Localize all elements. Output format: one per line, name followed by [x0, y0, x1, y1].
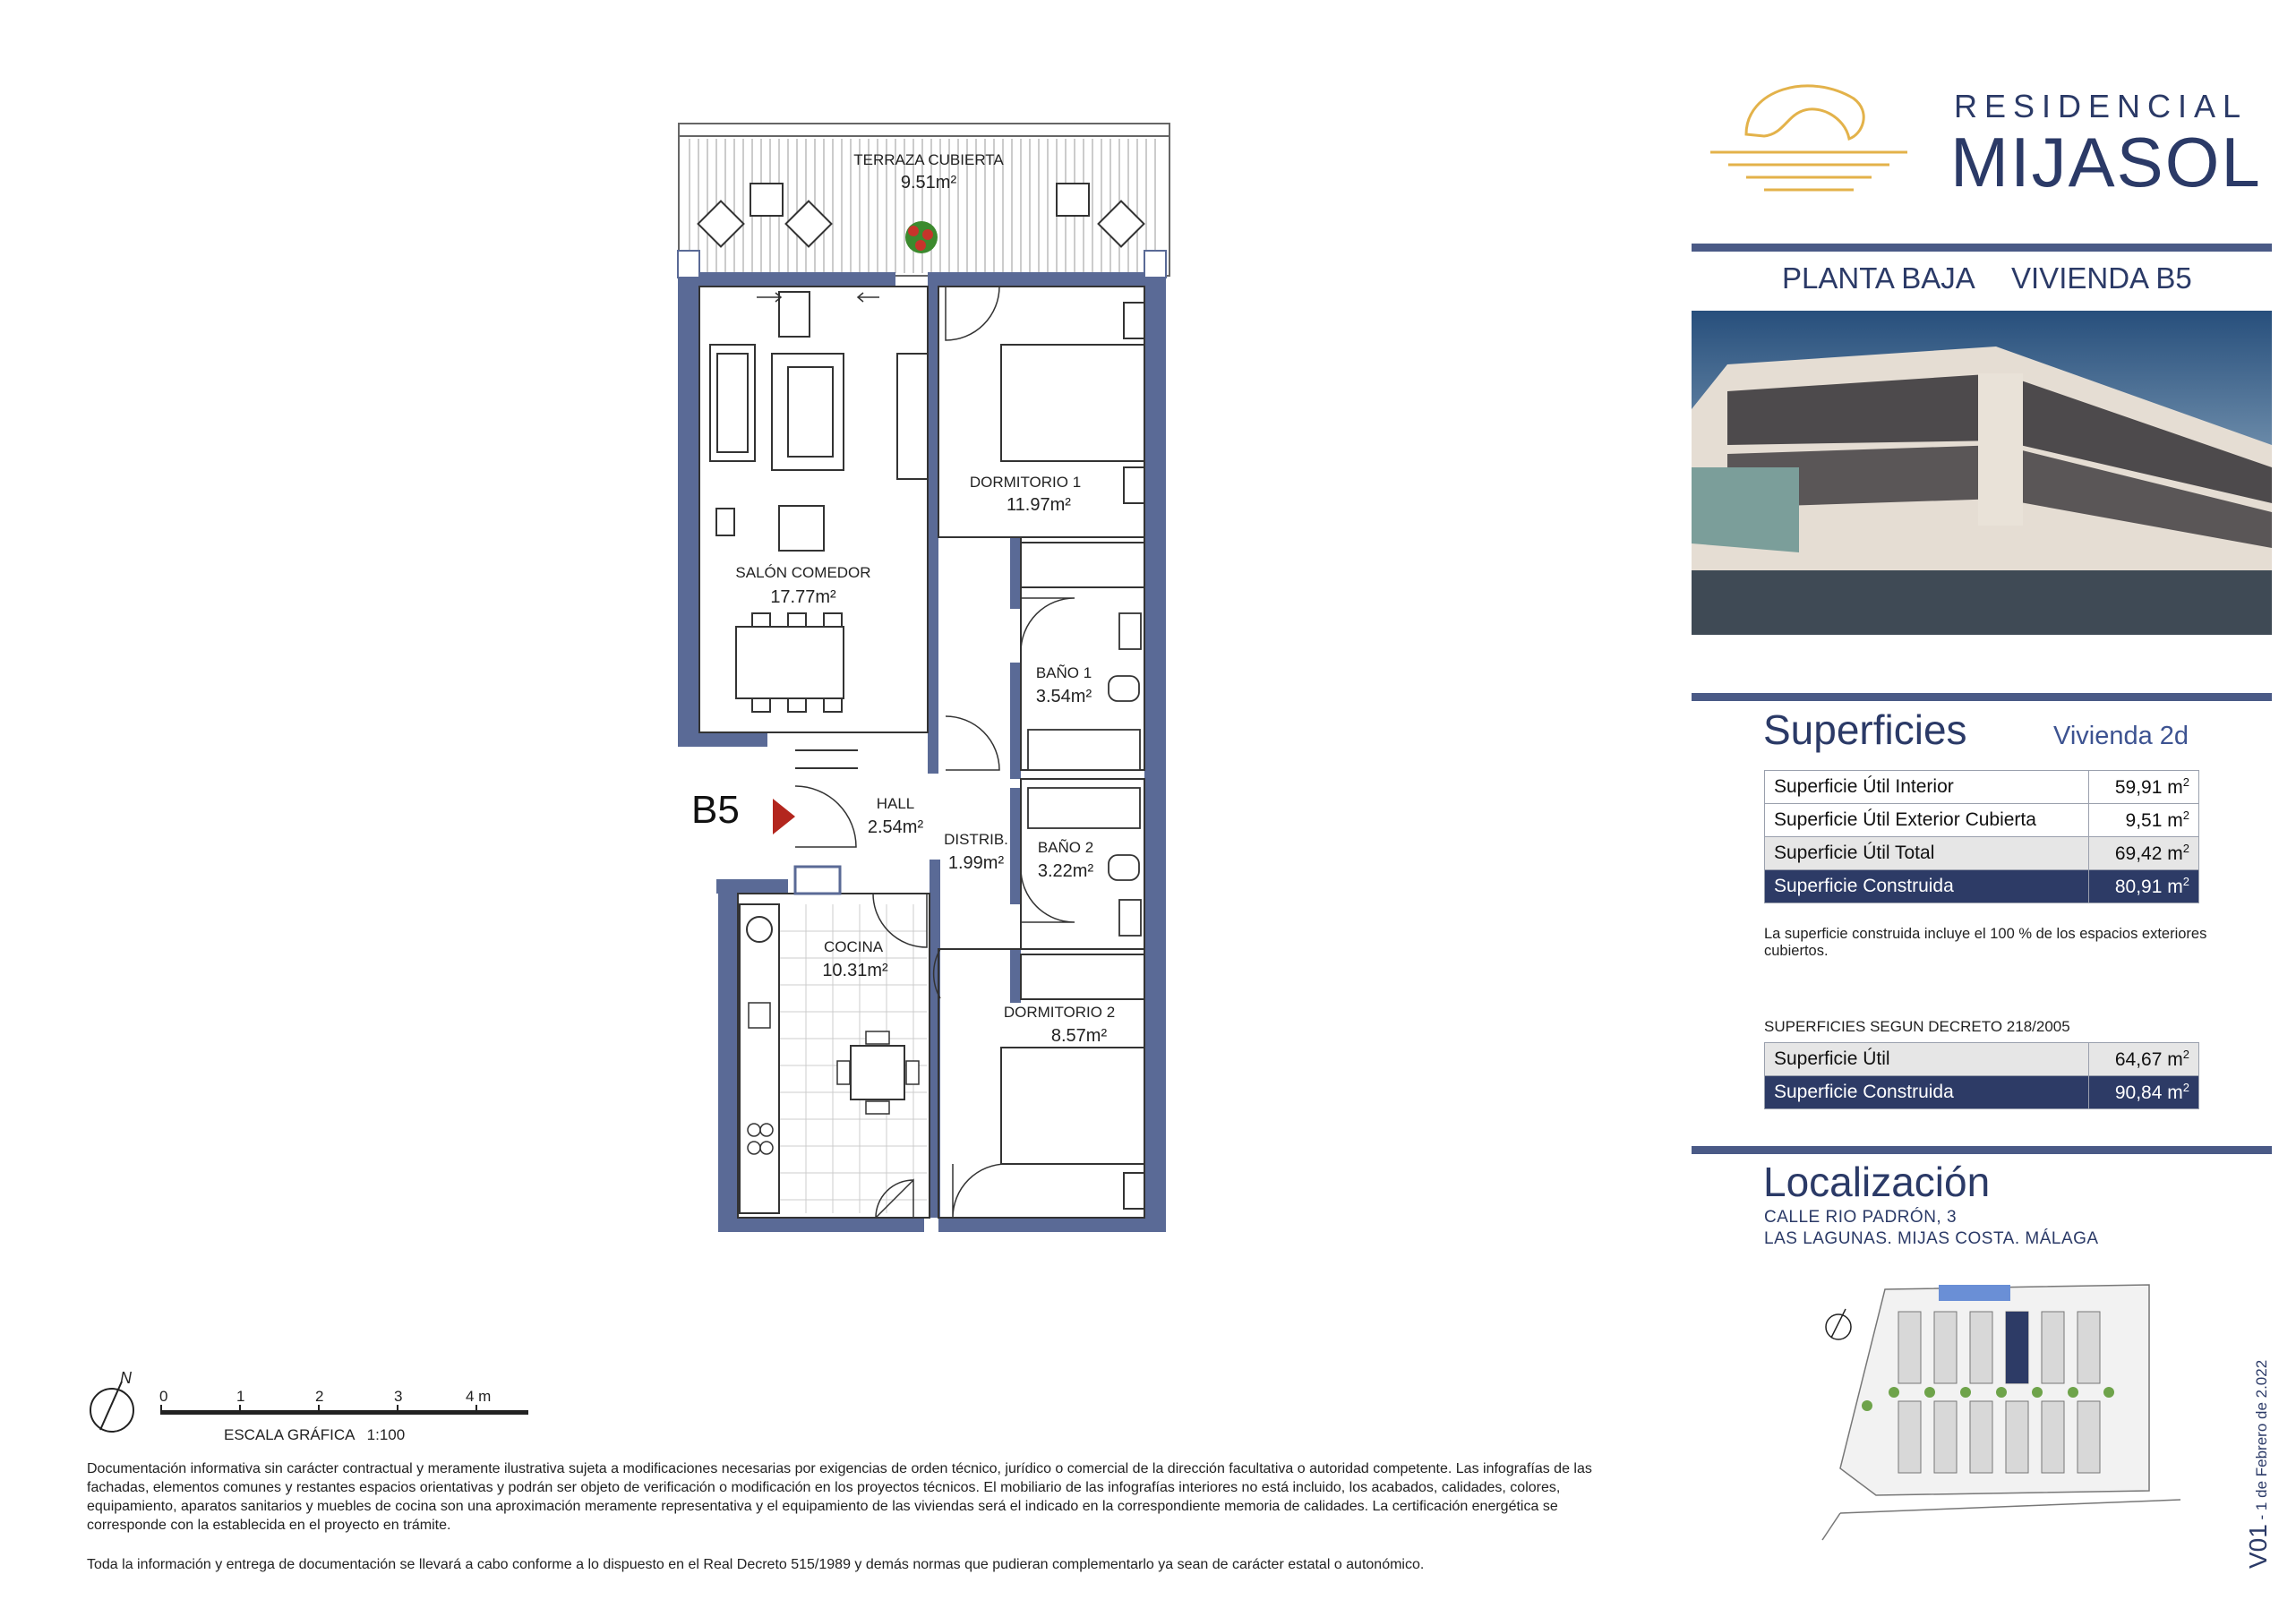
site-map — [1813, 1271, 2189, 1549]
table-row — [1765, 837, 2199, 870]
room-area-bano2: 3.22m² — [1037, 861, 1094, 881]
superficies-note: La superficie construida incluye el 100 % de los espacios exteriores cubiertos. — [1764, 926, 2207, 959]
unit-highlight — [2006, 1312, 2028, 1383]
scale-tick-3: 3 — [394, 1388, 403, 1405]
version-code: V01 — [2244, 1524, 2272, 1569]
row-value: 90,84 — [2114, 1082, 2163, 1103]
disclaimer-text: Documentación informativa sin carácter contractual y meramente ilustrativa sujeta a modificaciones necesarias por exigencias de orden técnico, jurídico o comercial de la dirección facultativa o autoridad competente. Las infografías de las fachadas, elementos comunes y restantes espacios orientativas y podrán ser objeto de verificación o modificación en los proyectos técnicos. El mobiliario de las infografías interiores no está incluido, los acabados, calidades, colores, equipamiento, aparatos sanitarios y muebles de cocina son una aproximación meramente representativa y el equipamiento de las viviendas será el indicado en la correspondiente memoria de calidades. La certificación energética se corresponde con la establecida en el proyecto en trámite. — [87, 1461, 1592, 1533]
unit-tag: B5 — [691, 788, 740, 832]
room-area-bano1: 3.54m² — [1035, 687, 1092, 706]
scale-tick-0: 0 — [159, 1388, 168, 1405]
table-row — [1765, 870, 2199, 903]
scale-tick-4: 4 m — [466, 1388, 492, 1405]
row-value: 69,42 — [2114, 843, 2163, 864]
floor-label: PLANTA BAJA — [1782, 261, 1975, 295]
room-label-bano2: BAÑO 2 — [1037, 839, 1094, 856]
sun-logo-icon — [1692, 63, 1916, 206]
compass-icon — [1826, 1314, 1851, 1339]
building-render-image — [1692, 311, 2272, 635]
row-unit: m — [2167, 877, 2183, 897]
address-line2: LAS LAGUNAS. MIJAS COSTA. MÁLAGA — [1764, 1229, 2099, 1248]
scale-bar — [81, 1365, 528, 1455]
localizacion-divider — [1692, 1146, 2272, 1154]
room-area-terraza: 9.51m² — [900, 173, 957, 192]
version-date: - 1 de Febrero de 2.022 — [2253, 1359, 2270, 1525]
row-exp: 2 — [2182, 875, 2189, 888]
table-row — [1765, 804, 2199, 837]
room-area-distrib: 1.99m² — [947, 853, 1005, 873]
row-exp: 2 — [2182, 1081, 2189, 1094]
row-label: Superficie Útil Exterior Cubierta — [1765, 804, 2089, 837]
row-value: 80,91 — [2114, 877, 2163, 897]
row-label: Superficie Útil Total — [1765, 837, 2089, 870]
superficies-divider — [1692, 693, 2272, 701]
row-exp: 2 — [2182, 842, 2189, 855]
room-label-bano1: BAÑO 1 — [1035, 664, 1092, 681]
table-row — [1765, 1043, 2199, 1076]
superficies-title: Superficies — [1763, 706, 1967, 753]
room-area-dormitorio2: 8.57m² — [1050, 1026, 1108, 1046]
room-area-salon: 17.77m² — [770, 587, 836, 607]
decreto-table — [1764, 1042, 2199, 1109]
decreto-title: SUPERFICIES SEGUN DECRETO 218/2005 — [1764, 1018, 2070, 1035]
scale-tick-1: 1 — [236, 1388, 245, 1405]
row-value: 64,67 — [2114, 1049, 2163, 1070]
room-label-hall: HALL — [876, 795, 915, 812]
legal-text: Toda la información y entrega de documentación se llevará a cabo conforme a lo dispuesto en el Real Decreto 515/1989 y demás normas que pudieran complementarlo ya sean de carácter estatal o autonómico. — [87, 1557, 1425, 1572]
row-unit: m — [2167, 777, 2183, 798]
row-unit: m — [2167, 843, 2183, 864]
row-unit: m — [2167, 810, 2183, 831]
address-line1: CALLE RIO PADRÓN, 3 — [1764, 1208, 1958, 1227]
superficies-table — [1764, 770, 2199, 903]
room-label-salon: SALÓN COMEDOR — [735, 564, 871, 581]
row-exp: 2 — [2182, 808, 2189, 822]
row-label: Superficie Construida — [1765, 870, 2089, 903]
brand-line1: RESIDENCIAL — [1954, 88, 2249, 124]
row-label: Superficie Útil — [1765, 1043, 2089, 1076]
room-label-terraza: TERRAZA CUBIERTA — [853, 151, 1004, 168]
room-label-distrib: DISTRIB. — [944, 831, 1008, 848]
row-value: 59,91 — [2114, 777, 2163, 798]
row-unit: m — [2167, 1049, 2183, 1070]
localizacion-title: Localización — [1763, 1159, 1991, 1205]
row-exp: 2 — [2182, 1048, 2189, 1061]
room-label-dormitorio1: DORMITORIO 1 — [969, 474, 1082, 491]
superficies-subtitle: Vivienda 2d — [2053, 722, 2189, 750]
row-unit: m — [2167, 1082, 2183, 1103]
room-label-dormitorio2: DORMITORIO 2 — [1003, 1004, 1116, 1021]
row-exp: 2 — [2182, 775, 2189, 789]
row-label: Superficie Construida — [1765, 1076, 2089, 1109]
unit-label: VIVIENDA B5 — [2011, 261, 2192, 295]
table-row — [1765, 771, 2199, 804]
header-divider — [1692, 244, 2272, 252]
north-label: N — [120, 1369, 132, 1387]
row-label: Superficie Útil Interior — [1765, 771, 2089, 804]
brand-line2: MIJASOL — [1950, 123, 2262, 201]
row-value: 9,51 — [2125, 810, 2163, 831]
table-row — [1765, 1076, 2199, 1109]
version-stamp — [2244, 1360, 2273, 1569]
scale-tick-2: 2 — [315, 1388, 324, 1405]
floor-plan — [663, 107, 1218, 1262]
room-area-cocina: 10.31m² — [822, 961, 888, 980]
room-area-dormitorio1: 11.97m² — [1007, 495, 1071, 515]
room-area-hall: 2.54m² — [867, 817, 924, 837]
scale-label: ESCALA GRÁFICA 1:100 — [224, 1426, 406, 1443]
room-label-cocina: COCINA — [823, 938, 884, 955]
